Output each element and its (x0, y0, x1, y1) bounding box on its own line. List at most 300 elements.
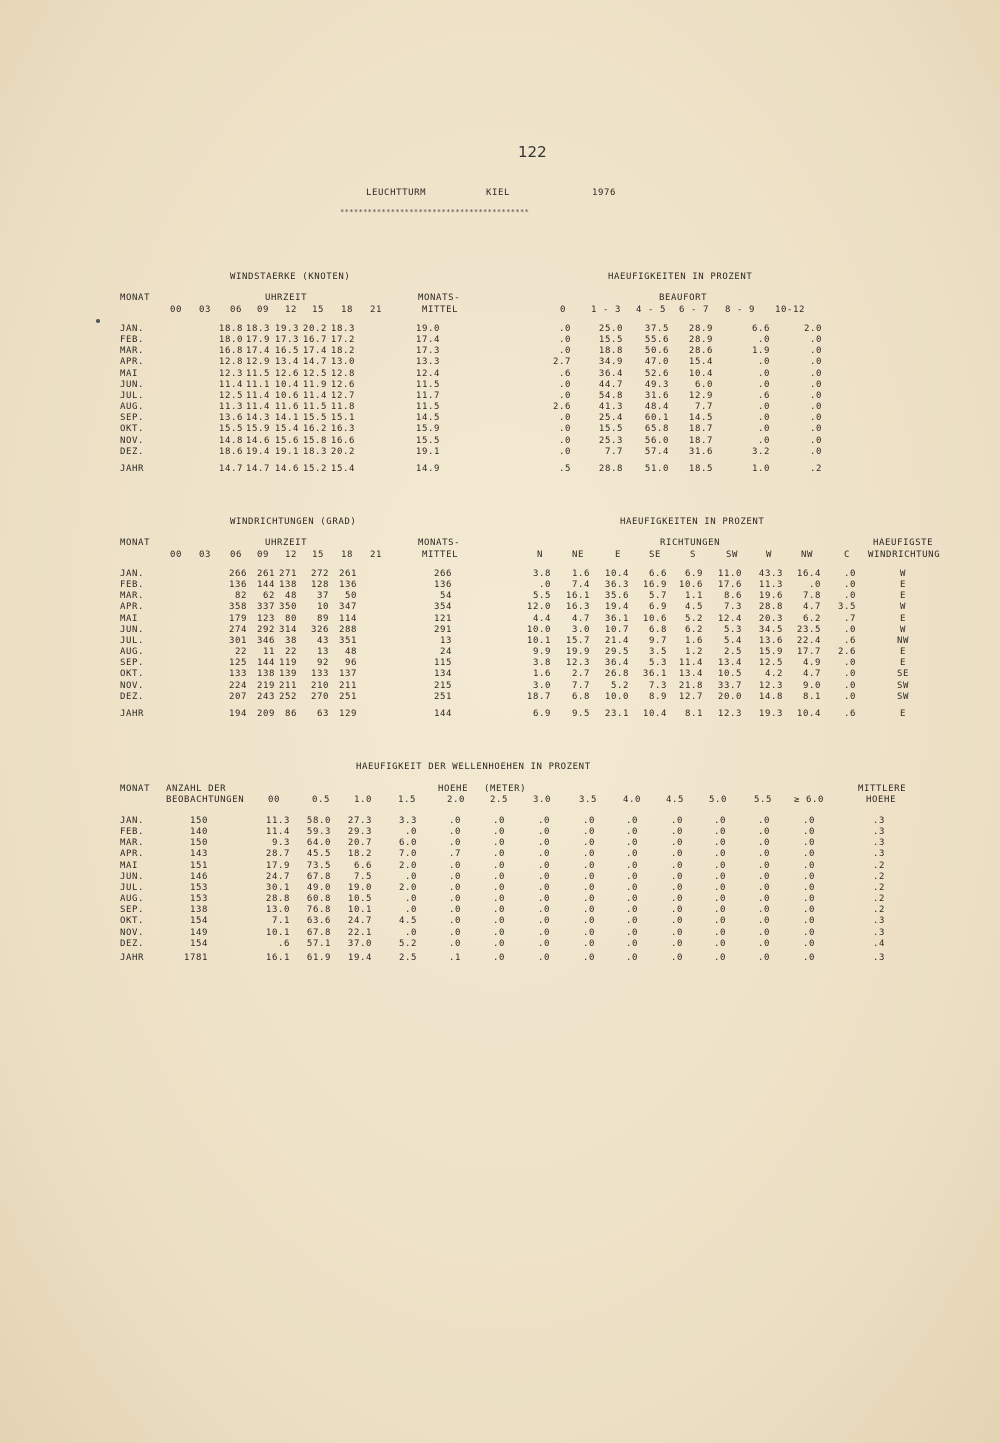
frequency-value: 28.6 (688, 346, 713, 357)
wave-frequency-value: .0 (448, 860, 461, 871)
hour-value: 89 (316, 613, 329, 624)
wave-frequency-value: .0 (537, 860, 550, 871)
wave-frequency-value: .0 (492, 860, 505, 871)
frequency-value: 22.4 (796, 635, 821, 646)
hour-value: 48 (344, 647, 357, 658)
month-label: JAN. (120, 816, 145, 826)
hour-value: 19.1 (274, 446, 299, 457)
hour-value: 15.4 (274, 424, 299, 435)
frequency-value: 12.0 (526, 602, 551, 613)
frequency-value: 3.8 (532, 658, 551, 669)
frequency-value: 10.5 (717, 669, 742, 680)
hour-value: 15.1 (330, 413, 355, 424)
mean-height-value: .2 (872, 882, 885, 893)
wave-frequency-value: 49.0 (306, 882, 331, 893)
hour-value: 123 (256, 613, 275, 624)
frequency-value: 1.6 (532, 669, 551, 680)
hour-value: 16.8 (218, 346, 243, 357)
observation-count: 153 (189, 894, 208, 905)
frequency-value: 7.3 (723, 602, 742, 613)
frequency-value: .0 (809, 446, 822, 457)
wave-frequency-value: .0 (757, 860, 770, 871)
frequency-value: 57.4 (644, 446, 669, 457)
wave-frequency-value: 9.3 (271, 838, 290, 849)
frequency-value: 19.6 (758, 591, 783, 602)
observations-header: ANZAHL DER (166, 784, 227, 794)
mean-height-header-2: HOEHE (866, 795, 897, 805)
month-label: SEP. (120, 658, 145, 669)
frequency-value: 36.1 (642, 669, 667, 680)
most-frequent-header: HAEUFIGSTE (873, 538, 934, 548)
frequency-value: .0 (808, 580, 821, 591)
uhrzeit-header: UHRZEIT (265, 293, 308, 303)
hour-value: 292 (256, 624, 275, 635)
wave-frequency-value: .0 (625, 838, 638, 849)
most-frequent-direction: E (899, 658, 907, 669)
frequency-value: 21.4 (604, 635, 629, 646)
frequency-value: 10.4 (642, 709, 667, 719)
mean-height-value: .3 (872, 816, 885, 826)
wave-frequency-value: .0 (757, 838, 770, 849)
frequency-value: 28.8 (758, 602, 783, 613)
wave-frequency-value: .0 (802, 905, 815, 916)
hour-value: 11.8 (330, 402, 355, 413)
wave-frequency-value: 67.8 (306, 871, 331, 882)
frequency-value: 9.7 (648, 635, 667, 646)
wave-frequency-value: .0 (537, 816, 550, 826)
wave-frequency-value: .0 (757, 827, 770, 838)
wave-frequency-value: .0 (802, 938, 815, 949)
mean-height-value: .2 (872, 860, 885, 871)
frequency-value: 55.6 (644, 335, 669, 346)
frequency-value: 21.8 (678, 680, 703, 691)
hour-value: 326 (310, 624, 329, 635)
frequency-value: 1.9 (751, 346, 770, 357)
frequency-value: 7.7 (604, 446, 623, 457)
monthly-mean-value: 121 (433, 613, 452, 624)
wave-frequency-value: .0 (757, 927, 770, 938)
hour-value: 347 (338, 602, 357, 613)
wave-frequency-value: .0 (448, 816, 461, 826)
monthly-mean-value: 11.5 (415, 402, 440, 413)
hour-value: 11.5 (245, 368, 270, 379)
frequency-value: 36.1 (604, 613, 629, 624)
hour-value: 15.6 (274, 435, 299, 446)
page-number: 122 (518, 143, 547, 161)
wave-frequency-value: 13.0 (265, 905, 290, 916)
frequency-value: 7.7 (694, 402, 713, 413)
wave-frequency-value: .0 (713, 916, 726, 927)
frequency-value: .0 (558, 390, 571, 401)
frequency-value: 43.3 (758, 569, 783, 579)
wave-frequency-value: .0 (492, 838, 505, 849)
frequency-value: 25.4 (598, 413, 623, 424)
frequency-value: 1.2 (684, 647, 703, 658)
wave-frequency-value: 67.8 (306, 927, 331, 938)
height-class-header: 2.0 (446, 795, 466, 805)
monthly-mean-value: 115 (433, 658, 452, 669)
hour-value: 314 (278, 624, 297, 635)
hour-value: 194 (228, 709, 247, 719)
frequency-value: 13.4 (717, 658, 742, 669)
most-frequent-direction: E (899, 613, 907, 624)
wave-frequency-value: .0 (404, 894, 417, 905)
frequency-value: 23.5 (796, 624, 821, 635)
hour-value: 346 (256, 635, 275, 646)
frequency-value: 4.7 (571, 613, 590, 624)
hour-value: 18.3 (330, 324, 355, 334)
month-label: DEZ. (120, 446, 145, 457)
frequency-value: 9.9 (532, 647, 551, 658)
place-title: KIEL (486, 188, 511, 198)
monthly-mean-value: 14.9 (415, 464, 440, 474)
wave-frequency-value: .0 (670, 927, 683, 938)
frequency-value: 23.1 (604, 709, 629, 719)
frequency-value: 14.5 (688, 413, 713, 424)
frequency-value: 15.7 (565, 635, 590, 646)
wave-frequency-value: .0 (492, 816, 505, 826)
month-label: JAHR (120, 464, 145, 474)
hour-value: 18.3 (245, 324, 270, 334)
monthly-mean-value: 12.4 (415, 368, 440, 379)
wind-speed-title: WINDSTAERKE (KNOTEN) (230, 272, 351, 282)
hour-value: 15.5 (218, 424, 243, 435)
wave-frequency-value: .0 (537, 894, 550, 905)
wave-frequency-value: 19.4 (347, 953, 372, 963)
wave-frequency-value: .0 (713, 871, 726, 882)
hour-header: 12 (284, 550, 298, 560)
monthly-mean-value: 251 (433, 691, 452, 702)
frequency-value: 9.5 (571, 709, 590, 719)
observation-count: 149 (189, 927, 208, 938)
hour-value: 219 (256, 680, 275, 691)
wave-frequency-value: .0 (670, 882, 683, 893)
month-label: OKT. (120, 424, 145, 435)
hour-value: 12.6 (330, 379, 355, 390)
month-label: NOV. (120, 680, 145, 691)
frequency-value: 54.8 (598, 390, 623, 401)
frequency-value: .0 (558, 335, 571, 346)
hour-value: 10 (316, 602, 329, 613)
most-frequent-direction: E (899, 647, 907, 658)
wave-frequency-value: 2.0 (398, 882, 417, 893)
most-frequent-header-2: WINDRICHTUNG (868, 550, 941, 560)
wave-frequency-value: .0 (492, 927, 505, 938)
frequency-value: 2.6 (552, 402, 571, 413)
frequency-value: 7.4 (571, 580, 590, 591)
wave-frequency-value: .0 (537, 882, 550, 893)
month-label: JUN. (120, 871, 145, 882)
frequency-value: 8.1 (684, 709, 703, 719)
height-class-header: 3.5 (578, 795, 598, 805)
frequency-value: 6.6 (751, 324, 770, 334)
hour-header: 21 (369, 550, 383, 560)
wave-frequency-value: .0 (582, 838, 595, 849)
mean-height-value: .4 (872, 938, 885, 949)
hour-value: 301 (228, 635, 247, 646)
beaufort-class-header: 4 - 5 (635, 305, 667, 315)
frequency-value: 5.2 (684, 613, 703, 624)
frequency-value: 49.3 (644, 379, 669, 390)
wave-frequency-value: 10.5 (347, 894, 372, 905)
direction-header: W (765, 550, 773, 560)
hour-value: 16.6 (330, 435, 355, 446)
hour-value: 11.4 (245, 390, 270, 401)
frequency-value: 6.9 (648, 602, 667, 613)
hour-value: 14.3 (245, 413, 270, 424)
observation-count: 154 (189, 938, 208, 949)
frequency-value: 3.0 (532, 680, 551, 691)
hour-value: 243 (256, 691, 275, 702)
frequency-value: 1.6 (684, 635, 703, 646)
height-class-header: 0.5 (311, 795, 331, 805)
wave-frequency-value: .0 (802, 871, 815, 882)
frequency-value: 4.9 (802, 658, 821, 669)
wave-frequency-value: 24.7 (347, 916, 372, 927)
most-frequent-direction: E (899, 591, 907, 602)
wave-frequency-value: .0 (625, 816, 638, 826)
month-label: JUL. (120, 390, 145, 401)
frequency-value: .0 (843, 569, 856, 579)
frequency-value: 5.3 (723, 624, 742, 635)
month-label: JUL. (120, 882, 145, 893)
hour-value: 92 (316, 658, 329, 669)
frequency-value: 12.3 (758, 680, 783, 691)
uhrzeit-header: UHRZEIT (265, 538, 308, 548)
frequency-value: 50.6 (644, 346, 669, 357)
monthly-mean-value: 17.4 (415, 335, 440, 346)
hour-value: 337 (256, 602, 275, 613)
frequency-value: 15.9 (758, 647, 783, 658)
wave-frequency-value: 18.2 (347, 849, 372, 860)
wave-frequency-value: .0 (802, 894, 815, 905)
monthly-mean-value: 291 (433, 624, 452, 635)
frequency-value: .0 (843, 669, 856, 680)
wave-frequency-value: .0 (582, 816, 595, 826)
wave-frequency-value: .0 (492, 916, 505, 927)
frequency-value: 10.6 (678, 580, 703, 591)
hour-value: 13.4 (274, 357, 299, 368)
height-class-header: 4.0 (622, 795, 642, 805)
wave-frequency-value: .0 (802, 838, 815, 849)
mean-height-value: .3 (872, 838, 885, 849)
month-label: APR. (120, 602, 145, 613)
frequency-value: 8.1 (802, 691, 821, 702)
frequency-value: .0 (757, 368, 770, 379)
station-title: LEUCHTTURM (366, 188, 427, 198)
hour-value: 16.3 (330, 424, 355, 435)
hour-value: 18.6 (218, 446, 243, 457)
frequency-value: 3.0 (571, 624, 590, 635)
mean-height-value: .2 (872, 871, 885, 882)
wave-frequency-value: .0 (757, 916, 770, 927)
hour-value: 136 (228, 580, 247, 591)
most-frequent-direction: W (899, 602, 907, 613)
frequency-value: 41.3 (598, 402, 623, 413)
wave-frequency-value: .0 (537, 916, 550, 927)
wave-frequency-value: .0 (757, 938, 770, 949)
month-label: APR. (120, 849, 145, 860)
observation-count: 143 (189, 849, 208, 860)
monthly-mean-value: 266 (433, 569, 452, 579)
frequency-value: 6.9 (532, 709, 551, 719)
wave-frequency-value: .0 (757, 953, 770, 963)
punch-dot (96, 319, 100, 323)
month-label: AUG. (120, 894, 145, 905)
hour-value: 251 (338, 691, 357, 702)
mittel-header: MITTEL (422, 550, 459, 560)
hour-value: 129 (338, 709, 357, 719)
frequency-value: 18.5 (688, 464, 713, 474)
wave-frequency-value: 6.6 (353, 860, 372, 871)
frequency-value: 18.7 (688, 435, 713, 446)
frequency-value: .0 (843, 658, 856, 669)
wave-frequency-value: .0 (713, 827, 726, 838)
frequency-value: 5.2 (610, 680, 629, 691)
wave-frequency-value: .0 (713, 938, 726, 949)
hour-value: 12.9 (245, 357, 270, 368)
mean-height-header: MITTLERE (858, 784, 907, 794)
wave-frequency-value: .0 (404, 827, 417, 838)
hour-value: 15.5 (302, 413, 327, 424)
hour-value: 80 (284, 613, 297, 624)
frequency-value: .5 (558, 464, 571, 474)
frequency-value: 12.7 (678, 691, 703, 702)
wave-frequency-value: .0 (713, 894, 726, 905)
wave-frequency-value: .0 (448, 827, 461, 838)
hour-value: 12.6 (274, 368, 299, 379)
wave-frequency-value: 11.4 (265, 827, 290, 838)
hour-value: 14.6 (245, 435, 270, 446)
hour-value: 12.7 (330, 390, 355, 401)
frequency-value: 35.6 (604, 591, 629, 602)
monthly-mean-value: 136 (433, 580, 452, 591)
observation-count: 146 (189, 871, 208, 882)
frequency-value: .0 (843, 580, 856, 591)
wave-frequency-value: .0 (802, 860, 815, 871)
month-label: FEB. (120, 827, 145, 838)
wave-frequency-value: .0 (492, 953, 505, 963)
hour-header: 12 (284, 305, 298, 315)
wave-frequency-value: .0 (802, 827, 815, 838)
wave-frequency-value: 45.5 (306, 849, 331, 860)
wave-frequency-value: 73.5 (306, 860, 331, 871)
hour-value: 136 (338, 580, 357, 591)
hour-value: 114 (338, 613, 357, 624)
height-class-header: ≥ 6.0 (793, 795, 825, 805)
hour-value: 22 (284, 647, 297, 658)
wave-frequency-value: .0 (582, 860, 595, 871)
most-frequent-direction: W (899, 569, 907, 579)
monthly-mean-value: 13 (439, 635, 452, 646)
month-label: MAR. (120, 346, 145, 357)
frequency-value: .0 (809, 335, 822, 346)
wave-frequency-value: 30.1 (265, 882, 290, 893)
wave-frequency-value: .0 (670, 816, 683, 826)
hour-value: 270 (310, 691, 329, 702)
star-separator: ***************************************** (340, 208, 530, 216)
frequency-value: .0 (809, 379, 822, 390)
wave-frequency-value: .0 (582, 916, 595, 927)
wave-frequency-value: .0 (713, 849, 726, 860)
direction-header: E (614, 550, 622, 560)
wave-frequency-value: .0 (537, 827, 550, 838)
hour-value: 274 (228, 624, 247, 635)
beaufort-header: BEAUFORT (659, 293, 708, 303)
wave-frequency-value: 76.8 (306, 905, 331, 916)
wave-frequency-value: .0 (537, 905, 550, 916)
monthly-mean-value: 144 (433, 709, 452, 719)
wave-frequency-value: .0 (713, 838, 726, 849)
most-frequent-direction: SW (896, 680, 910, 691)
frequency-value: .0 (757, 413, 770, 424)
height-class-header: 2.5 (489, 795, 509, 805)
monat-header: MONAT (120, 293, 151, 303)
hour-value: 224 (228, 680, 247, 691)
hour-value: 20.2 (302, 324, 327, 334)
hour-header: 15 (311, 305, 325, 315)
frequency-value: 16.1 (565, 591, 590, 602)
richtungen-header: RICHTUNGEN (660, 538, 721, 548)
frequency-value: 15.5 (598, 335, 623, 346)
wave-frequency-value: .0 (404, 905, 417, 916)
most-frequent-direction: NW (896, 635, 910, 646)
hour-header: 18 (340, 305, 354, 315)
hour-value: 11.4 (302, 390, 327, 401)
frequency-value: .0 (757, 402, 770, 413)
hour-value: 261 (338, 569, 357, 579)
frequency-value: 1.1 (684, 591, 703, 602)
frequency-value: 28.8 (598, 464, 623, 474)
direction-header: NW (800, 550, 814, 560)
frequency-value: 51.0 (644, 464, 669, 474)
wave-frequency-value: 16.1 (265, 953, 290, 963)
hour-value: 86 (284, 709, 297, 719)
wave-frequency-value: 10.1 (265, 927, 290, 938)
wave-frequency-value: .0 (582, 953, 595, 963)
wave-frequency-value: .0 (670, 860, 683, 871)
wave-frequency-value: 4.5 (398, 916, 417, 927)
frequency-value: 5.3 (648, 658, 667, 669)
frequency-value: 31.6 (644, 390, 669, 401)
hour-value: 17.9 (245, 335, 270, 346)
frequency-value: .0 (809, 435, 822, 446)
height-class-header: 3.0 (532, 795, 552, 805)
most-frequent-direction: W (899, 624, 907, 635)
month-label: SEP. (120, 413, 145, 424)
frequency-value: 6.9 (684, 569, 703, 579)
mean-height-value: .2 (872, 894, 885, 905)
month-label: APR. (120, 357, 145, 368)
hour-value: 18.0 (218, 335, 243, 346)
most-frequent-direction: E (899, 580, 907, 591)
frequency-value: 16.4 (796, 569, 821, 579)
mittel-header: MITTEL (422, 305, 459, 315)
wave-frequency-value: .0 (492, 882, 505, 893)
hour-header: 06 (229, 305, 243, 315)
month-label: JUN. (120, 624, 145, 635)
wave-frequency-value: 7.5 (353, 871, 372, 882)
frequency-value: .0 (809, 357, 822, 368)
hour-value: 11.6 (274, 402, 299, 413)
observation-count: 150 (189, 838, 208, 849)
wave-frequency-value: .0 (448, 905, 461, 916)
hour-value: 38 (284, 635, 297, 646)
observation-count: 1781 (183, 953, 208, 963)
mean-height-value: .3 (872, 916, 885, 927)
hour-value: 20.2 (330, 446, 355, 457)
frequency-value: 47.0 (644, 357, 669, 368)
